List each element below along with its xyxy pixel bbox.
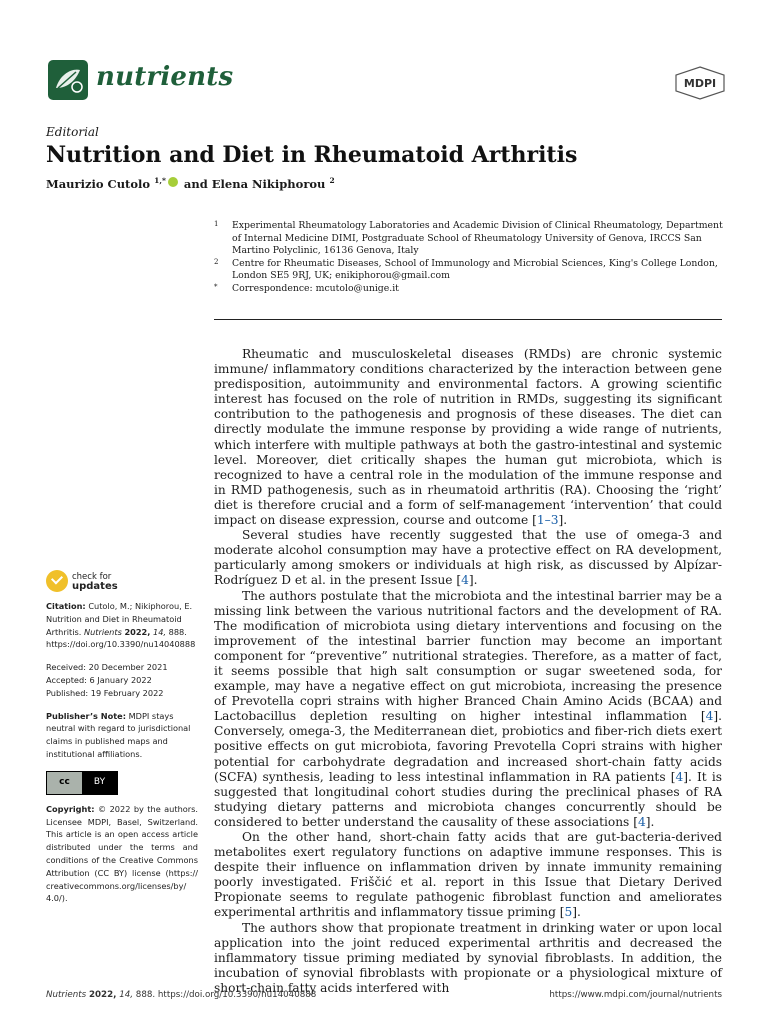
sidebar — [46, 568, 198, 915]
citation-block: Citation: Cutolo, M.; Nikiphorou, E. Nutrition and Diet in Rheumatoid Arthritis. Nutrients 2022, 14, 888. https://doi.org/10.3390/nu14040888 — [46, 601, 196, 650]
author-2[interactable]: Elena Nikiphorou — [211, 176, 326, 191]
published-date: Published: 19 February 2022 — [46, 687, 164, 698]
affiliations — [214, 220, 724, 296]
citation-doi-link[interactable]: 888. https://doi.org/10.3390/nu14040888 — [46, 626, 196, 650]
cc-by-license-badge[interactable] — [46, 771, 118, 795]
affiliation-text: Centre for Rheumatic Diseases, School of Immunology and Microbial Sciences, King's College London, London SE5 9RJ, UK; enikiphorou@gmail.com — [232, 257, 718, 282]
paragraph: Rheumatic and musculoskeletal diseases (RMDs) are chronic systemic immune/ inflammatory conditions characterized by the interaction between gene predisposition, autoimmunity and environmental factors. A growing scientific interest has focused on the role of nutrition in RMDs, suggesting its significant contribution to the pathogenesis and prognosis of these diseases. The diet can directly modulate the immune response by providing a wide range of nutrients, which interfere with multiple pathways at both the gastro-intestinal and systemic level. Moreover, diet critically shapes the human gut microbiota, which is recognized to have a central role in the modulation of the immune response and in RMD pathogenesis, such as in rheumatoid arthritis (RA). Choosing the ‘right’ diet is therefore crucial and a form of self-management ‘intervention’ that could impact on disease expression, course and outcome [1–3]. — [214, 347, 722, 528]
copyright-block: Copyright: © 2022 by the authors. Licensee MDPI, Basel, Switzerland. This article is an open access article distributed under the terms and conditions of the Creative Commons Attribution (CC BY) license (https:// creativecommons.org/licenses/by/ 4.0/). — [46, 803, 198, 904]
affiliation-marker: 1 — [214, 220, 219, 228]
paragraph: The authors show that propionate treatment in drinking water or upon local application into the joint reduced experimental arthritis and decreased the inflammatory tissue priming mediated by synovial fibroblasts. In addition, the incubation of synovial fibroblasts with propionate or a physiological mixture of short-chain fatty acids interfered with — [214, 920, 722, 995]
footer-citation: Nutrients 2022, 14, 888. https://doi.org/10.3390/nu14040888 — [46, 990, 317, 1000]
paragraph: The authors postulate that the microbiota and the intestinal barrier may be a missing link between the various nutritional factors and the development of RA. The modification of microbiota using dietary interventions and focusing on the improvement of the intestinal barrier function may become an important component for “preventive” nutritional strategies. Therefore, as a matter of fact, it seems possible that high salt consumption or sugar sweetened soda, for example, may have a negative effect on gut microbiota, increasing the presence of Prevotella copri strains with higher Branced Chain Amino Acids (BCAA) and Lactobacillus depletion resulting on higher intestinal inflammation [4]. Conversely, omega-3, the Mediterranean diet, probiotics and fiber-rich diets exert positive effects on gut microbiota, favoring Prevotella Copri strains with higher potential for carbohydrate degradation and increased short-chain fatty acids (SCFA) synthesis, leading to less intestinal inflammation in RA patients [4]. It is suggested that longitudinal cohort studies during the preclinical phases of RA studying dietary patterns and microbiota changes concurrently should be considered to better understand the causality of these associations [4]. — [214, 588, 722, 829]
publisher-note: Publisher’s Note: MDPI stays neutral with regard to jurisdictional claims in published maps and institutional affiliations. — [46, 710, 191, 759]
check-for-updates-button[interactable] — [46, 568, 198, 596]
citation-link[interactable]: 4 — [675, 769, 684, 784]
author-2-sup: 2 — [329, 176, 335, 185]
affiliation-text: Experimental Rheumatology Laboratories and Academic Division of Clinical Rheumatology, Department of Internal Medicine DIMI, Postgraduate School of Rheumatology University of Genova, IRCCS San Martino Polyclinic, 16136 Genova, Italy — [232, 220, 723, 257]
by-icon: BY — [82, 772, 117, 794]
citation-link[interactable]: 4 — [637, 814, 646, 829]
footer-doi-link[interactable]: 888. https://doi.org/10.3390/nu14040888 — [135, 990, 317, 1000]
author-list — [46, 176, 335, 191]
received-date: Received: 20 December 2021 — [46, 662, 168, 673]
nutrients-logo-icon — [46, 58, 90, 102]
journal-name[interactable]: nutrients — [96, 62, 234, 92]
footer-journal-url[interactable]: https://www.mdpi.com/journal/nutrients — [549, 990, 722, 1000]
article-type: Editorial — [46, 125, 99, 139]
paragraph: Several studies have recently suggested that the use of omega-3 and moderate alcohol consumption may have a protective effect on RA development, particularly among smokers or individuals at high risk, as discussed by Alpízar-Rodríguez D et al. in the present Issue [4]. — [214, 528, 722, 588]
author-1[interactable]: Maurizio Cutolo — [46, 176, 151, 191]
paragraph: On the other hand, short-chain fatty acids that are gut-bacteria-derived metabolites exert regulatory functions on adaptive immune responses. This is despite their influence on inflammation driven by innate immunity remaining poorly investigated. Friščić et al. report in this Issue that Dietary Derived Propionate seems to regulate pathogenic fibroblast function and ameliorates experimental arthritis and inflammatory tissue priming [5]. — [214, 830, 722, 920]
dates-block — [46, 661, 198, 699]
affiliation-2 — [214, 258, 724, 283]
author-1-sup: 1,* — [154, 176, 166, 185]
divider — [214, 319, 722, 320]
journal-header — [46, 58, 726, 108]
mdpi-logo-icon[interactable] — [674, 66, 726, 100]
article-body — [214, 347, 722, 996]
citation-link[interactable]: 5 — [564, 905, 573, 920]
affiliation-marker: * — [214, 282, 218, 291]
mdpi-text: MDPI — [683, 77, 717, 90]
correspondence — [214, 283, 724, 296]
affiliation-1 — [214, 220, 724, 258]
updates-label-2: updates — [72, 581, 118, 592]
cc-icon: cc — [59, 777, 70, 788]
citation-link[interactable]: 4 — [705, 709, 714, 724]
updates-label-1: check for — [72, 572, 112, 582]
check-updates-icon — [46, 570, 68, 592]
author-and: and — [183, 176, 208, 191]
orcid-icon[interactable] — [168, 177, 178, 187]
affiliation-marker: 2 — [214, 257, 219, 266]
accepted-date: Accepted: 6 January 2022 — [46, 674, 152, 685]
correspondence-text: Correspondence: mcutolo@unige.it — [232, 282, 399, 294]
citation-link[interactable]: 1–3 — [536, 513, 559, 528]
page-title: Nutrition and Diet in Rheumatoid Arthritis — [46, 142, 578, 168]
citation-link[interactable]: 4 — [461, 573, 469, 588]
